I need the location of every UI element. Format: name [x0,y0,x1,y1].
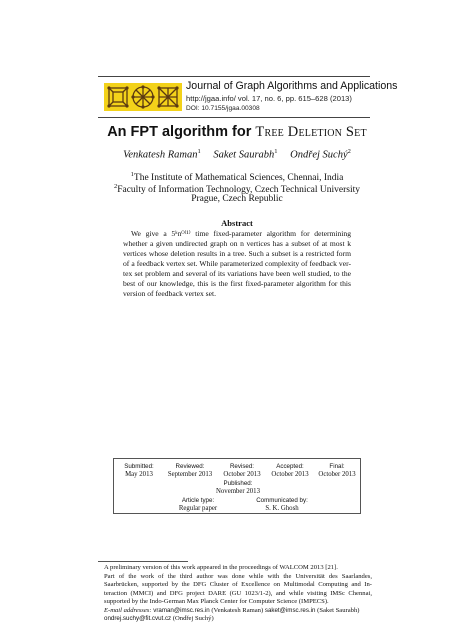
footnote-line: Saarbrücken, supported by the DFG Cluster of Excellence on Multimodal Computing and In- [104,581,372,588]
journal-url-line[interactable]: http://jgaa.info/ vol. 17, no. 6, pp. 615–628 (2013) [186,94,352,103]
author-name: Saket Saurabh [213,149,275,161]
journal-header [186,80,398,114]
email-link[interactable]: vraman@imsc.res.in [153,606,210,614]
abstract-line: version of feedback vertex set. [123,289,216,298]
abstract-body [123,229,351,299]
author-name: Ondřej Suchý [290,149,348,161]
email-link[interactable]: ondrej.suchy@fit.cvut.cz [104,615,172,622]
abstract-line: We give a 5ᵏnᴼ⁽¹⁾ time fixed-parameter algorithm for determining [131,229,351,238]
abstract-heading: Abstract [221,218,253,228]
footnote-line: Part of the work of the third author was done while with the Universität des Saarlandes, [104,572,372,580]
article-type-field: Article type: Regular paper [178,497,218,512]
abstract-line: of a feedback vertex set. While parameterized complexity of feedback ver- [123,259,351,268]
affiliation-1: $^1$The Institute of Mathematical Sciences, Chennai, India [130,171,344,184]
author-name: Venkatesh Raman [123,149,198,161]
final-field: Final: October 2013 [318,463,356,478]
footnotes [104,564,372,624]
affiliation-2-city: Prague, Czech Republic [191,194,283,204]
affiliation-2: $^2$Faculty of Information Technology, Czech Technical University [113,183,361,196]
header-top-rule [98,76,370,77]
footnote-email-line-2: ondrej.suchy@fit.cvut.cz (Ondřej Suchý) [104,615,214,622]
journal-doi[interactable]: DOI: 10.7155/jgaa.00308 [186,105,260,112]
header-bottom-rule [98,117,370,118]
footnote-line: teraction (MMCI) and DFG project DARE (GU 1023/1-2), and while visiting IMSc Chennai, [104,589,372,597]
abstract-line: whether a given undirected graph on n vertices has a subset of at most k [123,239,351,248]
revised-field: Revised: October 2013 [223,463,261,478]
author-list [0,148,474,161]
abstract-line: best of our knowledge, this is the first fixed-parameter algorithm for this [123,279,351,288]
paper-title [0,124,474,141]
accepted-field: Accepted: October 2013 [271,463,309,478]
abstract-line: tex set problem and several of its variations have been well studied, to the [123,269,351,278]
journal-logo-icon [104,83,182,111]
published-field: Published: November 2013 [216,480,260,495]
title-plain: An FPT algorithm for [107,124,256,140]
author-affil-mark: 1 [274,148,278,155]
footnote-rule [98,561,188,562]
email-link[interactable]: saket@imsc.res.in [264,606,316,614]
footnote-line: A preliminary version of this work appeared in the proceedings of WALCOM 2013 [21]. [104,564,338,571]
title-problem-name: Tree Deletion Set [255,124,367,140]
footnote-line: supported by the Indo-German Max Planck Center for Computer Science (IMPECS). [104,598,329,605]
email-label: E-mail addresses: [104,606,152,614]
abstract-line: vertices whose deletion results in a tree. Such a subset is a restricted form [123,249,351,258]
reviewed-field: Reviewed: September 2013 [167,463,213,478]
submitted-field: Submitted: May 2013 [124,463,154,478]
communicated-by-field: Communicated by: S. K. Ghosh [256,497,308,512]
journal-name: Journal of Graph Algorithms and Applications [186,80,398,92]
author-affil-mark: 1 [197,148,201,155]
footnote-email-line: E-mail addresses: vraman@imsc.res.in (Venkatesh Raman) saket@imsc.res.in (Saket Saurabh) [104,606,360,614]
submission-info-box [113,458,361,514]
author-affil-mark: 2 [347,148,351,155]
